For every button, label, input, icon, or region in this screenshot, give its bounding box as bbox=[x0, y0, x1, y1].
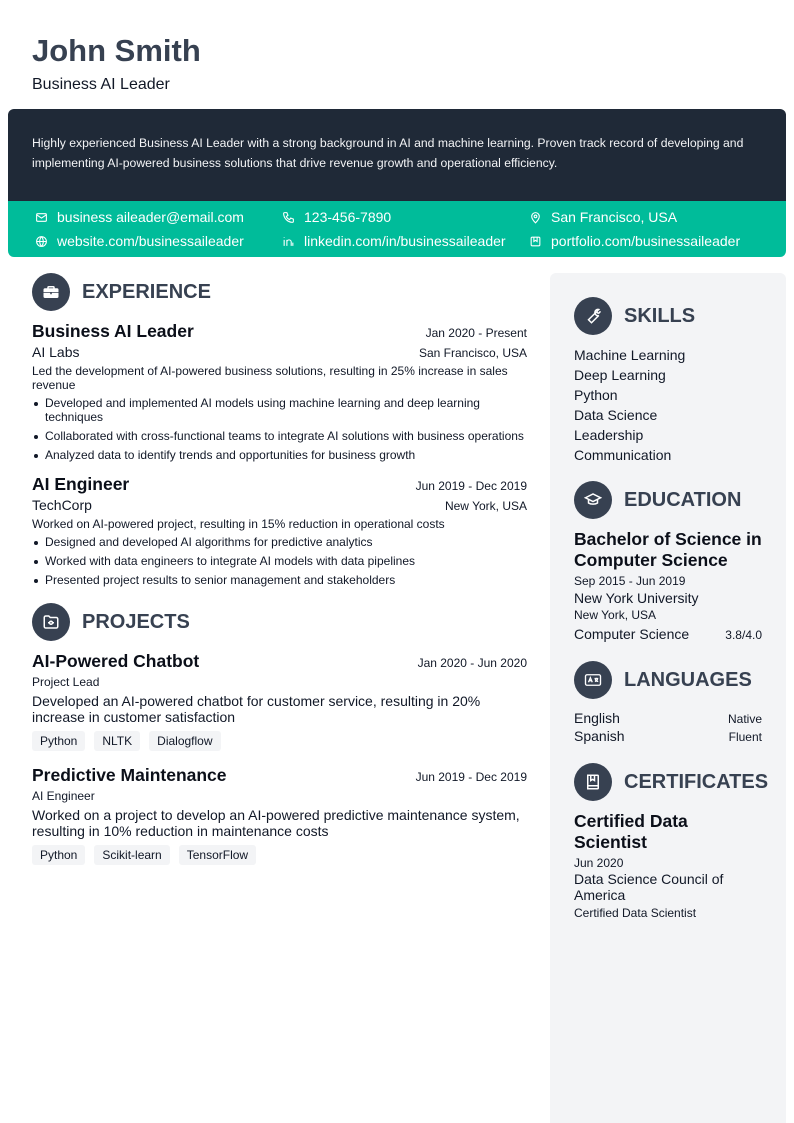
folder-icon bbox=[42, 613, 60, 631]
education-badge bbox=[574, 481, 612, 519]
graduation-cap-icon bbox=[584, 491, 602, 509]
certificates-heading bbox=[574, 763, 769, 801]
sidebar bbox=[550, 273, 786, 1123]
projects-heading bbox=[32, 603, 527, 641]
certificate-detail: Certified Data Scientist bbox=[574, 906, 697, 920]
job-date: Jun 2019 - Dec 2019 bbox=[415, 479, 527, 493]
projects-badge bbox=[32, 603, 70, 641]
certificate-issuer: Data Science Council of America bbox=[574, 871, 724, 903]
job-bullet: Developed and implemented AI models using machine learning and deep learning techniques bbox=[32, 396, 527, 424]
job-company: AI Labs bbox=[32, 344, 80, 360]
skills-badge bbox=[574, 297, 612, 335]
globe-icon bbox=[35, 235, 48, 248]
certificates-title: CERTIFICATES bbox=[624, 770, 769, 793]
skill-item: Deep Learning bbox=[574, 367, 666, 383]
experience-entry bbox=[32, 321, 527, 462]
tech-tag: Scikit-learn bbox=[94, 845, 169, 865]
skill-item: Communication bbox=[574, 447, 672, 463]
linkedin-icon bbox=[282, 235, 295, 248]
project-description: Developed an AI-powered chatbot for customer service, resulting in 20% increase in customer satisfaction bbox=[32, 693, 481, 725]
job-location: San Francisco, USA bbox=[418, 346, 527, 360]
mail-icon bbox=[35, 211, 48, 224]
job-company: TechCorp bbox=[32, 497, 92, 513]
job-bullets bbox=[32, 396, 527, 462]
education-entry bbox=[574, 529, 762, 643]
contact-website-text: website.com/businessaileader bbox=[57, 233, 244, 249]
portfolio-icon bbox=[529, 235, 542, 248]
contact-phone-text: 123-456-7890 bbox=[304, 209, 392, 225]
education-title: EDUCATION bbox=[624, 488, 742, 511]
language-name: English bbox=[574, 710, 620, 726]
job-bullet: Worked with data engineers to integrate AI models with data pipelines bbox=[32, 554, 527, 568]
book-icon bbox=[584, 773, 602, 791]
experience-entry bbox=[32, 474, 527, 587]
job-bullet: Collaborated with cross-functional teams to integrate AI solutions with business operations bbox=[32, 429, 527, 443]
wrench-icon bbox=[584, 307, 602, 325]
certificates-badge bbox=[574, 763, 612, 801]
main-column bbox=[32, 273, 527, 865]
job-description: Led the development of AI-powered business solutions, resulting in 25% increase in sales revenue bbox=[32, 364, 508, 392]
certificate-name: Certified Data Scientist bbox=[574, 811, 688, 852]
job-bullet: Designed and developed AI algorithms for predictive analytics bbox=[32, 535, 527, 549]
project-date: Jan 2020 - Jun 2020 bbox=[417, 656, 527, 670]
contact-email-text: business aileader@email.com bbox=[57, 209, 244, 225]
project-entry bbox=[32, 651, 527, 751]
contact-bar bbox=[8, 201, 786, 257]
summary-block bbox=[8, 109, 786, 201]
gpa: 3.8/4.0 bbox=[725, 628, 762, 642]
skills-list bbox=[574, 345, 762, 465]
contact-linkedin-text: linkedin.com/in/businessaileader bbox=[304, 233, 506, 249]
summary-text: Highly experienced Business AI Leader with a strong background in AI and machine learning. Proven track record of developing and implementing AI-powered business solutions that drive revenue growth and operational efficiency. bbox=[32, 136, 744, 170]
education-heading bbox=[574, 481, 762, 519]
skill-item: Machine Learning bbox=[574, 347, 686, 363]
languages-badge bbox=[574, 661, 612, 699]
skill-item: Python bbox=[574, 387, 618, 403]
phone-icon bbox=[282, 211, 295, 224]
project-entry bbox=[32, 765, 527, 865]
contact-portfolio[interactable] bbox=[529, 232, 740, 250]
certificate-entry bbox=[574, 811, 762, 921]
tech-tag: Python bbox=[32, 731, 85, 751]
resume-header bbox=[32, 33, 201, 95]
contact-email[interactable] bbox=[35, 208, 244, 226]
experience-title: EXPERIENCE bbox=[82, 280, 211, 303]
job-title: Business AI Leader bbox=[32, 321, 194, 341]
project-title: AI-Powered Chatbot bbox=[32, 651, 200, 671]
candidate-title: Business AI Leader bbox=[32, 76, 170, 93]
candidate-name: John Smith bbox=[32, 33, 201, 68]
contact-location bbox=[529, 208, 677, 226]
project-description: Worked on a project to develop an AI-powered predictive maintenance system, resulting in 10% reduction in maintenance costs bbox=[32, 807, 520, 839]
tech-tag: Dialogflow bbox=[149, 731, 220, 751]
contact-portfolio-text: portfolio.com/businessaileader bbox=[551, 233, 741, 249]
certificate-date: Jun 2020 bbox=[574, 856, 624, 870]
job-description: Worked on AI-powered project, resulting in 15% reduction in operational costs bbox=[32, 517, 445, 531]
translate-icon bbox=[584, 671, 602, 689]
languages-list bbox=[574, 709, 762, 745]
languages-title: LANGUAGES bbox=[624, 668, 752, 691]
skills-heading bbox=[574, 297, 762, 335]
school-location: New York, USA bbox=[574, 608, 657, 622]
language-level: Fluent bbox=[728, 730, 762, 744]
experience-badge bbox=[32, 273, 70, 311]
map-pin-icon bbox=[529, 211, 542, 224]
contact-website[interactable] bbox=[35, 232, 244, 250]
language-item bbox=[574, 709, 762, 727]
field-of-study: Computer Science bbox=[574, 626, 690, 642]
contact-phone[interactable] bbox=[282, 208, 391, 226]
job-bullet: Analyzed data to identify trends and opportunities for business growth bbox=[32, 448, 527, 462]
job-bullets bbox=[32, 535, 527, 587]
skill-item: Data Science bbox=[574, 407, 658, 423]
briefcase-icon bbox=[42, 283, 60, 301]
school-name: New York University bbox=[574, 590, 699, 606]
project-date: Jun 2019 - Dec 2019 bbox=[415, 770, 527, 784]
language-level: Native bbox=[727, 712, 762, 726]
job-title: AI Engineer bbox=[32, 474, 130, 494]
project-role: AI Engineer bbox=[32, 789, 95, 803]
language-item bbox=[574, 727, 762, 745]
tech-tag: Python bbox=[32, 845, 85, 865]
project-tags bbox=[32, 845, 527, 865]
job-location: New York, USA bbox=[444, 499, 527, 513]
tech-tag: TensorFlow bbox=[179, 845, 256, 865]
skill-item: Leadership bbox=[574, 427, 644, 443]
education-date: Sep 2015 - Jun 2019 bbox=[574, 574, 686, 588]
job-date: Jan 2020 - Present bbox=[425, 326, 527, 340]
tech-tag: NLTK bbox=[94, 731, 140, 751]
contact-location-text: San Francisco, USA bbox=[551, 209, 678, 225]
project-title: Predictive Maintenance bbox=[32, 765, 227, 785]
language-name: Spanish bbox=[574, 728, 625, 744]
contact-linkedin[interactable] bbox=[282, 232, 506, 250]
skills-title: SKILLS bbox=[624, 304, 696, 327]
languages-heading bbox=[574, 661, 762, 699]
experience-heading bbox=[32, 273, 527, 311]
job-bullet: Presented project results to senior management and stakeholders bbox=[32, 573, 527, 587]
project-role: Project Lead bbox=[32, 675, 100, 689]
projects-title: PROJECTS bbox=[82, 610, 190, 633]
degree-title: Bachelor of Science in Computer Science bbox=[574, 529, 762, 570]
project-tags bbox=[32, 731, 527, 751]
